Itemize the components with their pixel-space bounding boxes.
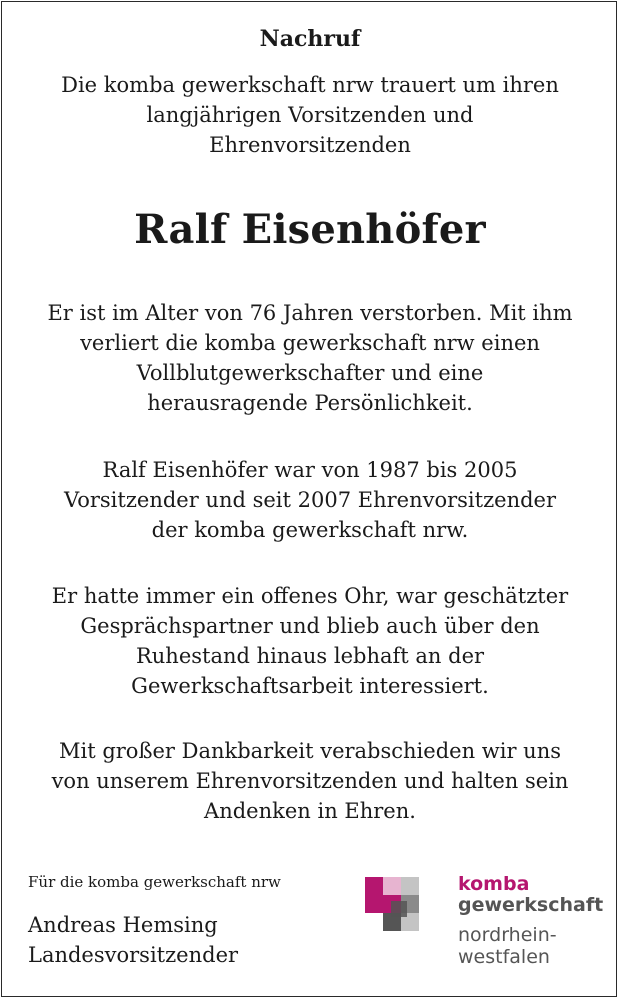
paragraph-line: Gesprächspartner und blieb auch über den <box>80 614 540 638</box>
logo-line-region <box>458 924 603 968</box>
signatory-name: Andreas Hemsing <box>28 913 218 937</box>
paragraph-character <box>14 581 606 701</box>
paragraph-line: Ralf Eisenhöfer war von 1987 bis 2005 <box>102 458 518 482</box>
paragraph-line: Mit großer Dankbarkeit verabschieden wir uns <box>58 739 562 763</box>
paragraph-line: Er hatte immer ein offenes Ohr, war geschätzter <box>51 584 569 608</box>
logo-line-komba: komba <box>458 873 530 895</box>
intro-line: langjährigen Vorsitzenden und <box>146 103 474 127</box>
paragraph-line: Andenken in Ehren. <box>204 799 416 823</box>
logo-line-nordrhein: nordrhein- <box>458 924 557 946</box>
paragraph-line: Vorsitzender und seit 2007 Ehrenvorsitzender <box>63 488 557 512</box>
signature-on-behalf: Für die komba gewerkschaft nrw <box>28 873 281 891</box>
intro-text <box>20 70 600 160</box>
paragraph-line: der komba gewerkschaft nrw. <box>151 518 469 542</box>
komba-logo-icon <box>365 877 425 937</box>
deceased-name: Ralf Eisenhöfer <box>134 206 486 253</box>
paragraph-age <box>14 298 606 418</box>
logo-line-gewerkschaft: gewerkschaft <box>458 894 604 916</box>
signature-block <box>28 910 238 970</box>
signatory-title: Landesvorsitzender <box>28 943 239 967</box>
paragraph-line: verliert die komba gewerkschaft nrw einen <box>80 331 540 355</box>
paragraph-line: Gewerkschaftsarbeit interessiert. <box>131 674 489 698</box>
paragraph-line: Ruhestand hinaus lebhaft an der <box>135 644 485 668</box>
paragraph-line: Vollblutgewerkschafter und eine <box>136 361 484 385</box>
intro-line: Ehrenvorsitzenden <box>209 133 411 157</box>
komba-logo-wordmark <box>458 874 603 968</box>
logo-line-westfalen: westfalen <box>458 946 550 968</box>
notice-heading: Nachruf <box>259 26 361 52</box>
paragraph-farewell <box>14 736 606 826</box>
intro-line: Die komba gewerkschaft nrw trauert um ihren <box>61 73 559 97</box>
paragraph-line: Er ist im Alter von 76 Jahren verstorben. Mit ihm <box>47 301 573 325</box>
paragraph-line: herausragende Persönlichkeit. <box>147 391 473 415</box>
paragraph-line: von unserem Ehrenvorsitzenden und halten sein <box>51 769 569 793</box>
paragraph-tenure <box>14 455 606 545</box>
